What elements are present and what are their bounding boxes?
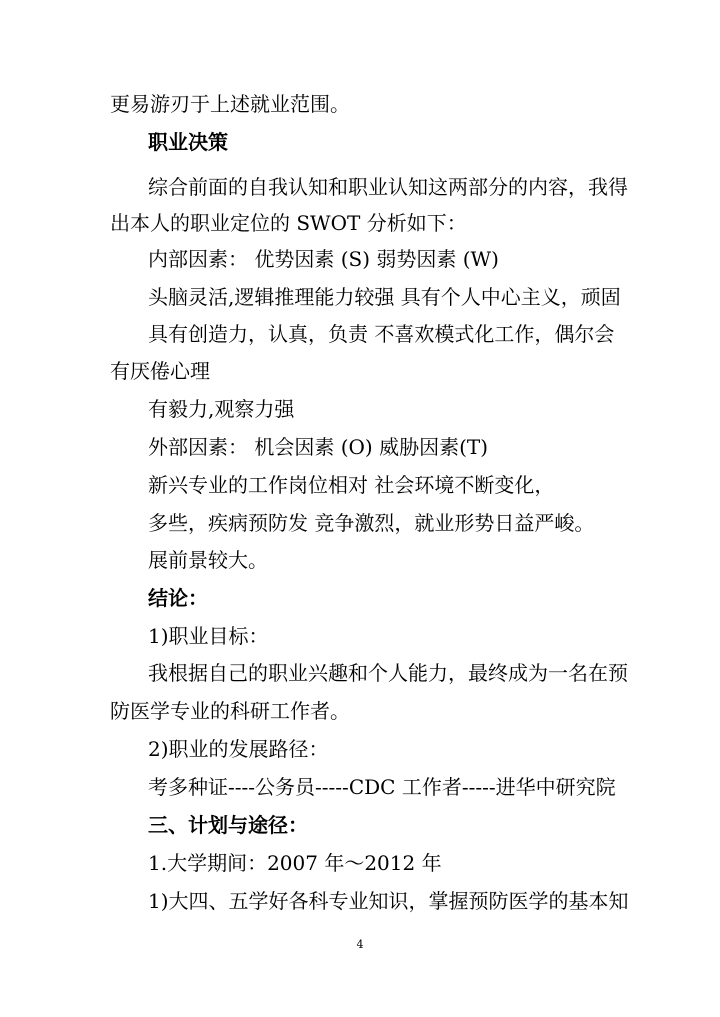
paragraph-line: 多些，疾病预防发 竞争激烈，就业形势日益严峻。 — [148, 511, 595, 535]
paragraph-line: 1.大学期间：2007 年～2012 年 — [148, 851, 442, 875]
paragraph-line: 展前景较大。 — [148, 548, 268, 572]
paragraph-line: 出本人的职业定位的 SWOT 分析如下： — [110, 211, 467, 235]
paragraph-line: 外部因素： 机会因素 (O) 威胁因素(T) — [148, 435, 489, 459]
paragraph-line: 有毅力,观察力强 — [148, 397, 295, 421]
section-heading: 结论： — [148, 586, 208, 610]
paragraph-line: 新兴专业的工作岗位相对 社会环境不断变化， — [148, 473, 555, 497]
paragraph-line: 1)大四、五学好各科专业知识，掌握预防医学的基本知 — [148, 889, 629, 913]
paragraph-line: 2)职业的发展路径： — [148, 737, 329, 761]
paragraph-line: 有厌倦心理 — [110, 359, 210, 383]
section-heading: 职业决策 — [148, 130, 228, 154]
paragraph-line: 我根据自己的职业兴趣和个人能力，最终成为一名在预 — [148, 661, 628, 685]
section-heading: 三、计划与途径： — [148, 813, 308, 837]
page-number: 4 — [356, 938, 364, 951]
paragraph-line: 防医学专业的科研工作者。 — [110, 699, 350, 723]
paragraph-line: 1)职业目标： — [148, 624, 269, 648]
paragraph-line: 考多种证----公务员-----CDC 工作者-----进华中研究院 — [148, 775, 616, 799]
paragraph-line: 头脑灵活,逻辑推理能力较强 具有个人中心主义，顽固 — [148, 285, 621, 309]
paragraph-line: 内部因素： 优势因素 (S) 弱势因素 (W) — [148, 247, 499, 271]
paragraph-line: 具有创造力，认真，负责 不喜欢模式化工作，偶尔会 — [148, 322, 615, 346]
paragraph-line: 更易游刃于上述就业范围。 — [110, 92, 350, 116]
paragraph-line: 综合前面的自我认知和职业认知这两部分的内容，我得 — [148, 175, 628, 199]
